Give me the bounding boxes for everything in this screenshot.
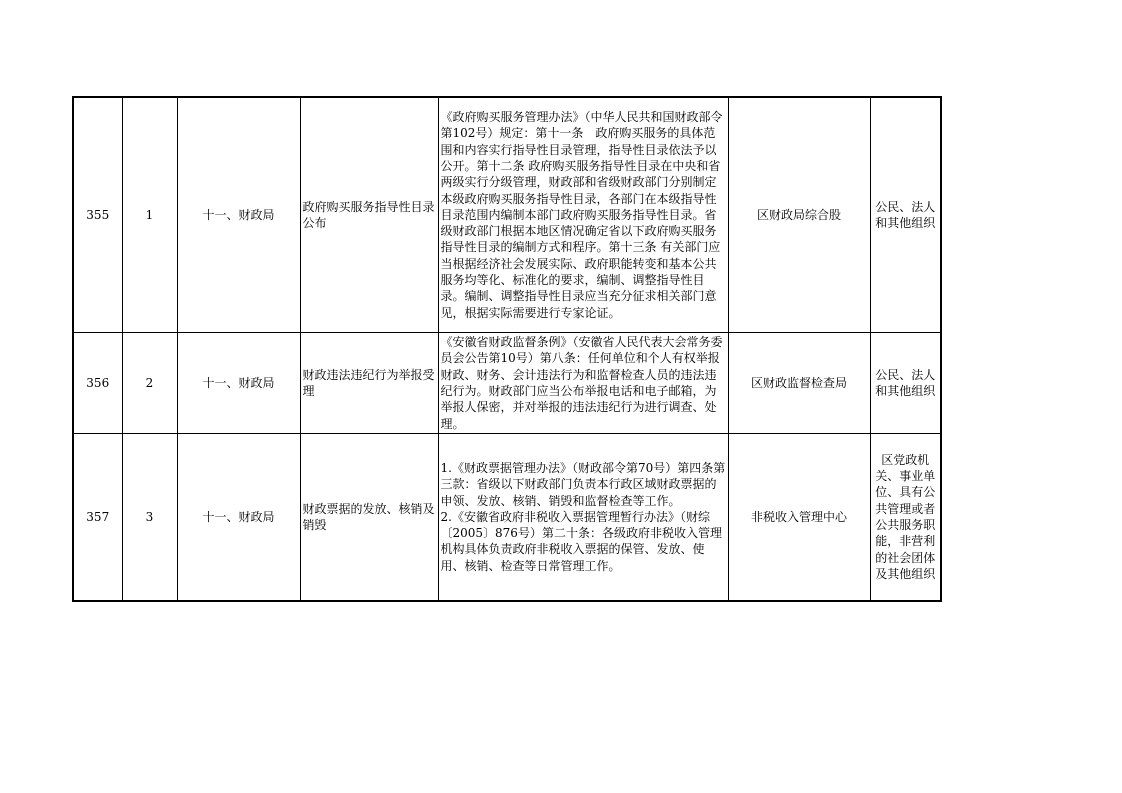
department-cell: 区财政局综合股 (728, 97, 870, 333)
table-row (73, 333, 941, 434)
item-name-cell: 财政违法违纪行为举报受理 (300, 333, 438, 434)
serial-number-cell: 357 (73, 434, 122, 602)
legal-basis-cell (438, 97, 728, 333)
serial-number-cell: 356 (73, 333, 122, 434)
sub-number-cell: 3 (122, 434, 177, 602)
department-cell: 非税收入管理中心 (728, 434, 870, 602)
legal-basis-cell (438, 434, 728, 602)
category-cell: 十一、财政局 (177, 333, 300, 434)
subject-cell: 公民、法人和其他组织 (870, 333, 941, 434)
table-row (73, 434, 941, 602)
legal-basis-text: 《政府购买服务管理办法》（中华人民共和国财政部令第102号）规定：第十一条 政府购买服务的具体范围和内容实行指导性目录管理，指导性目录依法予以公开。第十二条 政府购买服务指导性目录在中央和省两级实行分级管理，财政部和省级财政部门分别制定本级政府购买服务指导性目录，各部门在本级指导性目录范围内编制本部门政府购买服务指导性目录。省级财政部门根据本地区情况确定省以下政府购买服务指导性目录的编制方式和程序。第十三条 有关部门应当根据经济社会发展实际、政府职能转变和基本公共服务均等化、标准化的要求，编制、调整指导性目录。编制、调整指导性目录应当充分征求相关部门意见，根据实际需要进行专家论证。 (440, 110, 723, 320)
sub-number-cell: 2 (122, 333, 177, 434)
table-row (73, 97, 941, 333)
legal-basis-text: 2.《安徽省政府非税收入票据管理暂行办法》（财综〔2005〕876号）第二十条：各级政府非税收入管理机构具体负责政府非税收入票据的保管、发放、使用、核销、检查等日常管理工作。 (440, 509, 722, 573)
subject-cell: 公民、法人和其他组织 (870, 97, 941, 333)
serial-number-cell: 355 (73, 97, 122, 333)
sub-number-cell: 1 (122, 97, 177, 333)
item-name-cell: 财政票据的发放、核销及销毁 (300, 434, 438, 602)
category-cell: 十一、财政局 (177, 97, 300, 333)
subject-cell: 区党政机关、事业单位、具有公共管理或者公共服务职能，非营利的社会团体及其他组织 (870, 434, 941, 602)
item-name-cell: 政府购买服务指导性目录公布 (300, 97, 438, 333)
legal-basis-text: 《安徽省财政监督条例》（安徽省人民代表大会常务委员会公告第10号）第八条：任何单位和个人有权举报财政、财务、会计违法行为和监督检查人员的违法违纪行为。财政部门应当公布举报电话和电子邮箱，为举报人保密，并对举报的违法违纪行为进行调查、处理。 (440, 335, 723, 431)
department-cell: 区财政监督检查局 (728, 333, 870, 434)
disclosure-table (72, 96, 942, 602)
legal-basis-cell (438, 333, 728, 434)
legal-basis-text: 1.《财政票据管理办法》（财政部令第70号）第四条第三款：省级以下财政部门负责本行政区域财政票据的申领、发放、核销、销毁和监督检查等工作。 (440, 460, 726, 508)
category-cell: 十一、财政局 (177, 434, 300, 602)
